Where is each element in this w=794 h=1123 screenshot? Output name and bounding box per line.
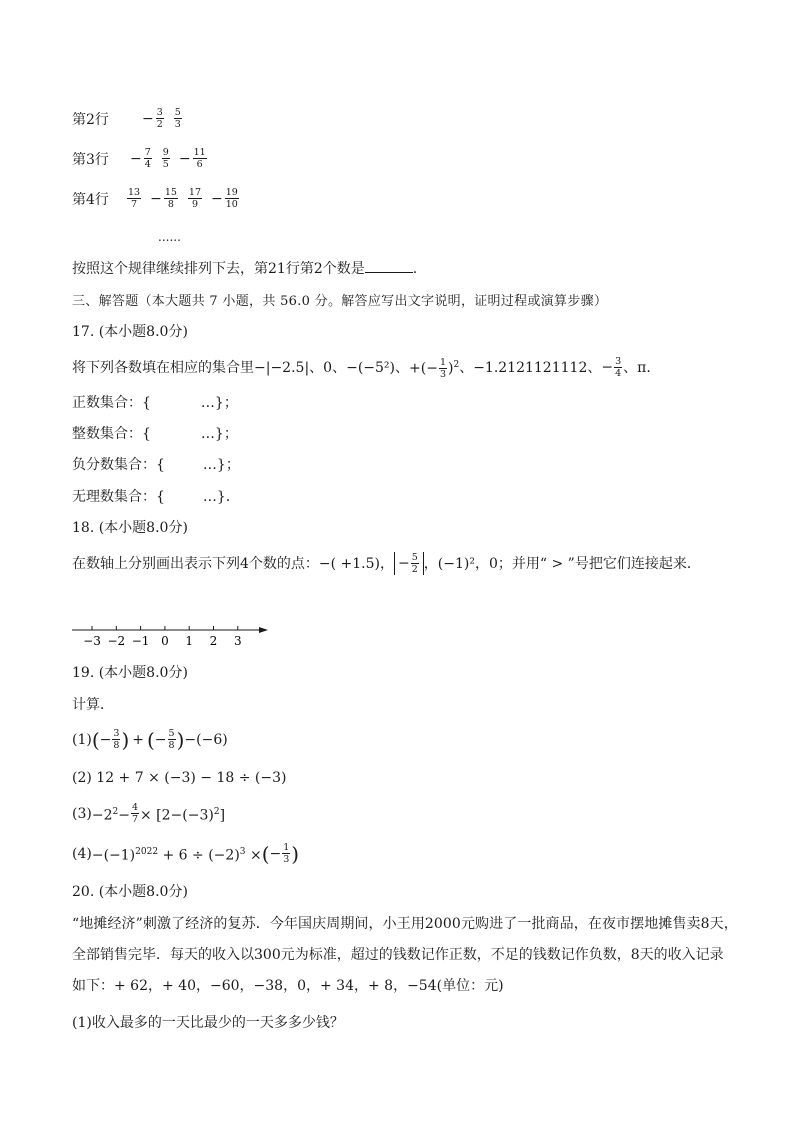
number-line-tick-label: −3: [83, 634, 101, 648]
q18-header: 18. (本小题8.0分): [72, 520, 188, 536]
triangle-fraction: $\frac{13}{7}$: [128, 187, 141, 210]
q18-question: 在数轴上分别画出表示下列4个数的点： −( +1.5)， − $\frac{5}{2}$ ， (−1)²，0；并用“ > ”号把它们连接起来．: [72, 552, 701, 575]
triangle-fraction: $\frac{5}{3}$: [174, 107, 181, 130]
triangle-row-label: 第4行: [72, 192, 109, 208]
triangle-row-label: 第3行: [72, 152, 109, 168]
q17-num-1: −|−2.5|: [254, 359, 310, 376]
q19-header: 19. (本小题8.0分): [72, 665, 188, 681]
q20-sub-1: (1)收入最多的一天比最少的一天多多少钱？: [72, 1015, 344, 1031]
q20-line-1: “地摊经济”刺激了经济的复苏．今年国庆周期间，小王用2000元购进了一批商品，在夜市摆地摊售卖8天，: [72, 916, 738, 932]
q20-line-2: 全部销售完毕．每天的收入以300元为标准，超过的钱数记作正数，不足的钱数记作负数，8天的收入记录: [72, 947, 724, 963]
q17-num-5: −1.2121121112: [473, 359, 588, 376]
number-line: [70, 620, 280, 650]
q19-part4: (4) $-(-1)^{2022} + 6 \div (-2)^3$ × ( − $\frac{1}{3}$ ): [72, 841, 300, 866]
set-positive: 正数集合：{ …}；: [72, 395, 238, 411]
q17-question: 将下列各数填在相应的集合里 −|−2.5| 、 0 、 −(−5²) 、 +(− $\frac{1}{3}$ )$^2$ 、 −1.2121121112 、 − $\frac{3}{4}$ 、 π ．: [72, 356, 661, 381]
triangle-fraction: − $\frac{3}{2}$: [142, 107, 163, 130]
triangle-fraction: − $\frac{11}{6}$: [178, 147, 206, 170]
triangle-row-items: [130, 147, 216, 170]
q19-part3: (3) $-2^2-$ $\frac{4}{7}$ × $[2-(-3)^2]$: [72, 802, 226, 826]
number-line-tick-label: 0: [161, 634, 169, 648]
triangle-row-label: 第2行: [72, 112, 109, 128]
set-integer: 整数集合：{ …}；: [72, 426, 238, 442]
set-irrational: 无理数集合：{ …}．: [72, 489, 240, 505]
q17-num-7: π: [637, 359, 647, 376]
number-line-tick-label: 1: [185, 634, 194, 648]
answer-blank[interactable]: [365, 258, 413, 273]
set-negative-fraction: 负分数集合：{ …}；: [72, 457, 240, 473]
triangle-fraction: − $\frac{19}{10}$: [211, 187, 238, 210]
section-heading: 三、解答题（本大题共 7 小题，共 56.0 分。解答应写出文字说明，证明过程或演算步骤）: [72, 294, 608, 309]
q17-num-2: 0: [323, 359, 333, 376]
number-line-tick-label: 2: [209, 634, 218, 648]
triangle-row-items: [126, 187, 248, 210]
q19-part1: (1) ( − $\frac{3}{8}$ ) + ( − $\frac{5}{8}$ ) −(−6): [72, 727, 228, 752]
question-16-text: 按照这个规律继续排列下去，第21行第2个数是 .: [72, 258, 417, 279]
triangle-fraction: $\frac{9}{5}$: [162, 147, 169, 170]
triangle-fraction: − $\frac{15}{8}$: [150, 187, 177, 210]
number-line-arrow: [259, 627, 268, 633]
q17-num-4: +(− $\frac{1}{3}$ )$^2$: [409, 357, 460, 381]
triangle-row-items: [142, 107, 191, 130]
number-line-tick-label: 3: [233, 634, 242, 648]
q19-part2: (2) 12 + 7 × (−3) − 18 ÷ (−3): [72, 770, 287, 786]
abs-value-expr: − $\frac{5}{2}$: [394, 552, 424, 575]
q17-num-3: −(−5²): [346, 359, 395, 376]
number-line-tick-label: −1: [131, 634, 150, 648]
number-line-tick-label: −2: [107, 634, 126, 648]
q20-line-3: 如下：+ 62，+ 40，−60，−38，0，+ 34，+ 8，−54(单位：元): [72, 978, 504, 994]
triangle-fraction: $\frac{17}{9}$: [188, 187, 202, 210]
q17-num-6: − $\frac{3}{4}$: [601, 356, 622, 380]
q20-header: 20. (本小题8.0分): [72, 884, 188, 900]
q17-header: 17. (本小题8.0分): [72, 324, 188, 340]
ellipsis: ......: [158, 230, 181, 244]
triangle-fraction: − $\frac{7}{4}$: [130, 147, 151, 170]
q19-intro: 计算．: [72, 697, 114, 713]
